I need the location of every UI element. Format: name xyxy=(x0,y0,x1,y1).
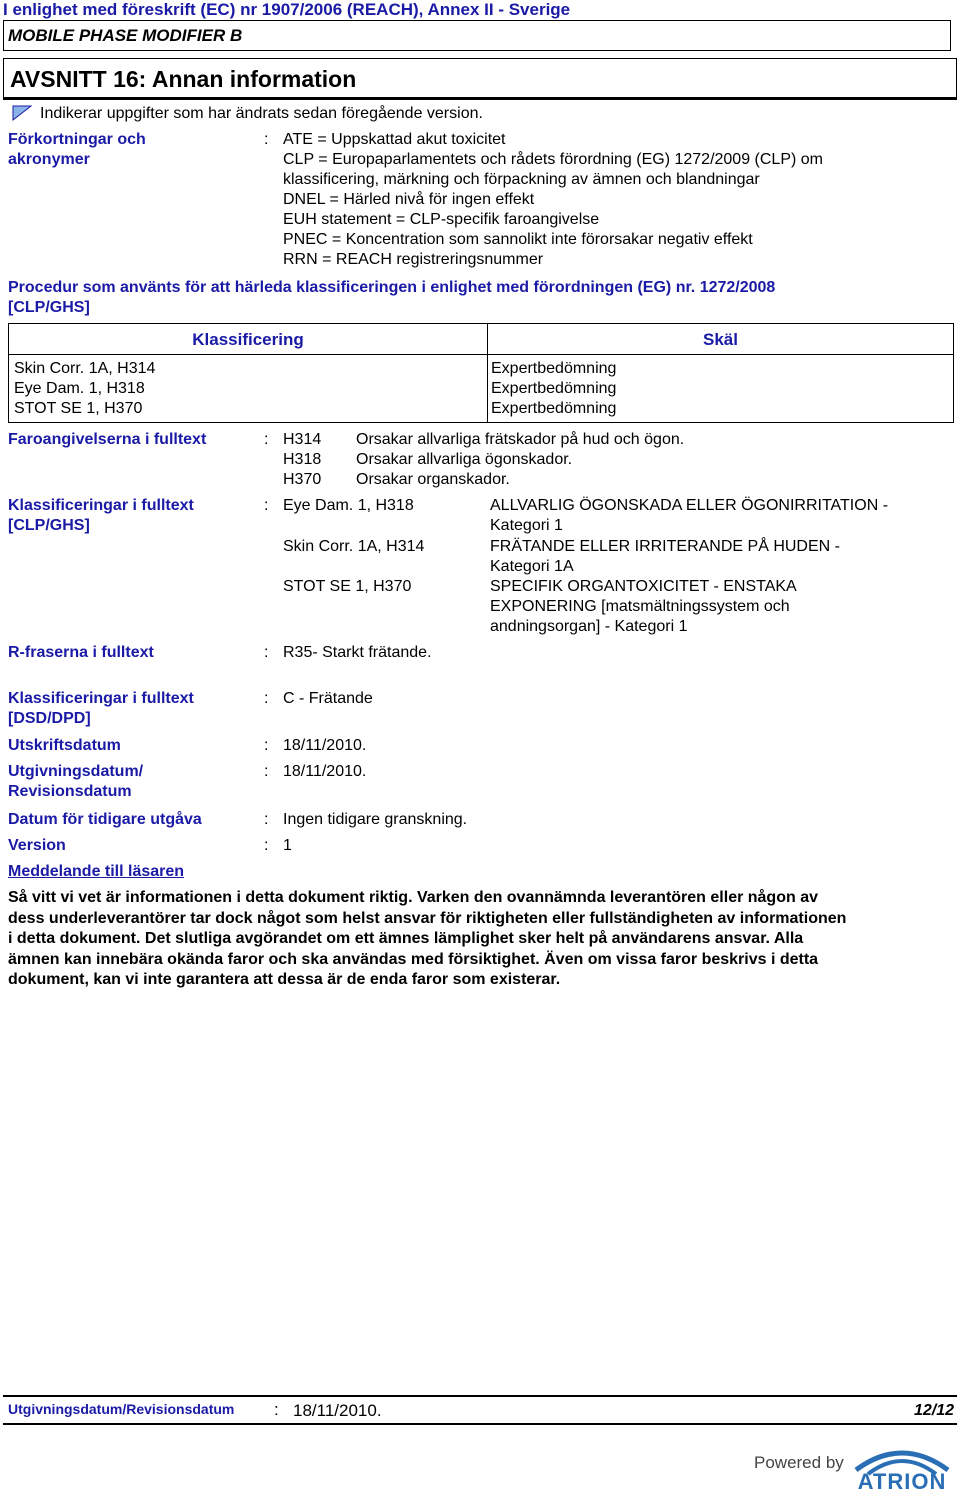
hazard-code: H314 xyxy=(283,431,322,448)
previous-issue-colon: : xyxy=(264,811,269,828)
issue-date-label: Utgivningsdatum/ Revisionsdatum xyxy=(8,763,144,800)
previous-issue-label: Datum för tidigare utgåva xyxy=(8,811,202,828)
abbreviation-line: klassificering, märkning och förpackning av ämnen och blandningar xyxy=(283,171,760,188)
issue-date-value: 18/11/2010. xyxy=(283,763,367,780)
hazard-texts xyxy=(356,430,684,490)
table-row-classification: Skin Corr. 1A, H314 xyxy=(14,360,156,377)
r-phrases-colon: : xyxy=(264,644,269,661)
clp-full-colon: : xyxy=(264,497,269,514)
previous-issue-value: Ingen tidigare granskning. xyxy=(283,811,468,828)
clp-description: FRÄTANDE ELLER IRRITERANDE PÅ HUDEN - Kategori 1A xyxy=(490,538,840,575)
footer-label: Utgivningsdatum/Revisionsdatum xyxy=(8,1401,235,1417)
abbreviation-line: CLP = Europaparlamentets och rådets förordning (EG) 1272/2009 (CLP) om xyxy=(283,151,823,168)
version-colon: : xyxy=(264,837,269,854)
atrion-logo-text: ATRION xyxy=(857,1469,947,1494)
abbreviations-label: Förkortningar och akronymer xyxy=(8,131,146,168)
hazard-statements-label: Faroangivelserna i fulltext xyxy=(8,431,207,448)
print-date-value: 18/11/2010. xyxy=(283,737,367,754)
abbreviations-colon: : xyxy=(264,131,269,148)
procedure-heading: Procedur som använts för att härleda klassificeringen i enlighet med förordningen (EG) nr. 1272/2008 [CLP/GHS] xyxy=(8,279,776,316)
clp-full-label: Klassificeringar i fulltext [CLP/GHS] xyxy=(8,497,194,534)
clp-code: Skin Corr. 1A, H314 xyxy=(283,538,425,555)
table-cell-classifications xyxy=(9,355,488,423)
abbreviation-line: DNEL = Härled nivå för ingen effekt xyxy=(283,191,535,208)
dsd-full-value: C - Frätande xyxy=(283,690,373,707)
clp-description: SPECIFIK ORGANTOXICITET - ENSTAKA EXPONERING [matsmältningssystem och andningsorgan] - Kategori 1 xyxy=(490,578,797,635)
hazard-code: H318 xyxy=(283,451,322,468)
r-phrases-value: R35- Starkt frätande. xyxy=(283,644,432,661)
section-title: AVSNITT 16: Annan information xyxy=(10,66,357,92)
table-header-reason: Skäl xyxy=(488,324,954,355)
footer-date: 18/11/2010. xyxy=(293,1401,382,1420)
changed-triangle-icon xyxy=(12,105,32,121)
footer-colon: : xyxy=(274,1400,279,1419)
table-header-classification: Klassificering xyxy=(9,324,488,355)
hazard-text: Orsakar allvarliga frätskador på hud och ögon. xyxy=(356,431,685,448)
clp-code: Eye Dam. 1, H318 xyxy=(283,497,414,514)
dsd-full-label: Klassificeringar i fulltext [DSD/DPD] xyxy=(8,690,194,727)
version-label: Version xyxy=(8,837,66,854)
r-phrases-label: R-fraserna i fulltext xyxy=(8,644,154,661)
changed-note: Indikerar uppgifter som har ändrats sedan föregående version. xyxy=(40,105,483,122)
abbreviation-line: PNEC = Koncentration som sannolikt inte förorsakar negativ effekt xyxy=(283,231,753,248)
clp-description: ALLVARLIG ÖGONSKADA ELLER ÖGONIRRITATION - Kategori 1 xyxy=(490,497,889,534)
table-cell-reasons xyxy=(488,355,954,423)
powered-by-text: Powered by xyxy=(754,1453,844,1472)
hazard-text: Orsakar allvarliga ögonskador. xyxy=(356,451,573,468)
dsd-full-colon: : xyxy=(264,690,269,707)
regulation-header: I enlighet med föreskrift (EC) nr 1907/2006 (REACH), Annex II - Sverige xyxy=(3,0,571,19)
product-name: MOBILE PHASE MODIFIER B xyxy=(8,26,243,45)
notice-title: Meddelande till läsaren xyxy=(8,863,185,880)
print-date-label: Utskriftsdatum xyxy=(8,737,121,754)
footer-page-number: 12/12 xyxy=(913,1402,954,1419)
table-row-reason: Expertbedömning xyxy=(491,380,617,397)
abbreviation-line: ATE = Uppskattad akut toxicitet xyxy=(283,131,506,148)
hazard-text: Orsakar organskador. xyxy=(356,471,510,488)
abbreviations-list xyxy=(283,130,823,270)
hazard-code: H370 xyxy=(283,471,322,488)
print-date-colon: : xyxy=(264,737,269,754)
table-row-reason: Expertbedömning xyxy=(491,360,617,377)
table-row-reason: Expertbedömning xyxy=(491,400,617,417)
abbreviation-line: RRN = REACH registreringsnummer xyxy=(283,251,544,268)
notice-text: Så vitt vi vet är informationen i detta dokument riktig. Varken den ovannämnda leverantören eller någon av dess underleverantörer tar dock något som helst ansvar för riktigheten eller fullständigheten av informationen i detta dokument. Det slutliga avgörandet om ett ämnes lämplighet sker helt på användarens ansvar. Alla ämnen kan innebära okända faror och ska användas med försiktighet. Även om vissa faror beskrivs i detta dokument, kan vi inte garantera att dessa är de enda faror som existerar. xyxy=(8,889,847,988)
table-row-classification: Eye Dam. 1, H318 xyxy=(14,380,145,397)
classification-table xyxy=(8,323,954,423)
hazard-codes xyxy=(283,430,321,490)
abbreviation-line: EUH statement = CLP-specifik faroangivelse xyxy=(283,211,600,228)
issue-date-colon: : xyxy=(264,763,269,780)
hazard-statements-colon: : xyxy=(264,431,269,448)
version-value: 1 xyxy=(283,837,292,854)
clp-code: STOT SE 1, H370 xyxy=(283,578,412,595)
table-row-classification: STOT SE 1, H370 xyxy=(14,400,143,417)
